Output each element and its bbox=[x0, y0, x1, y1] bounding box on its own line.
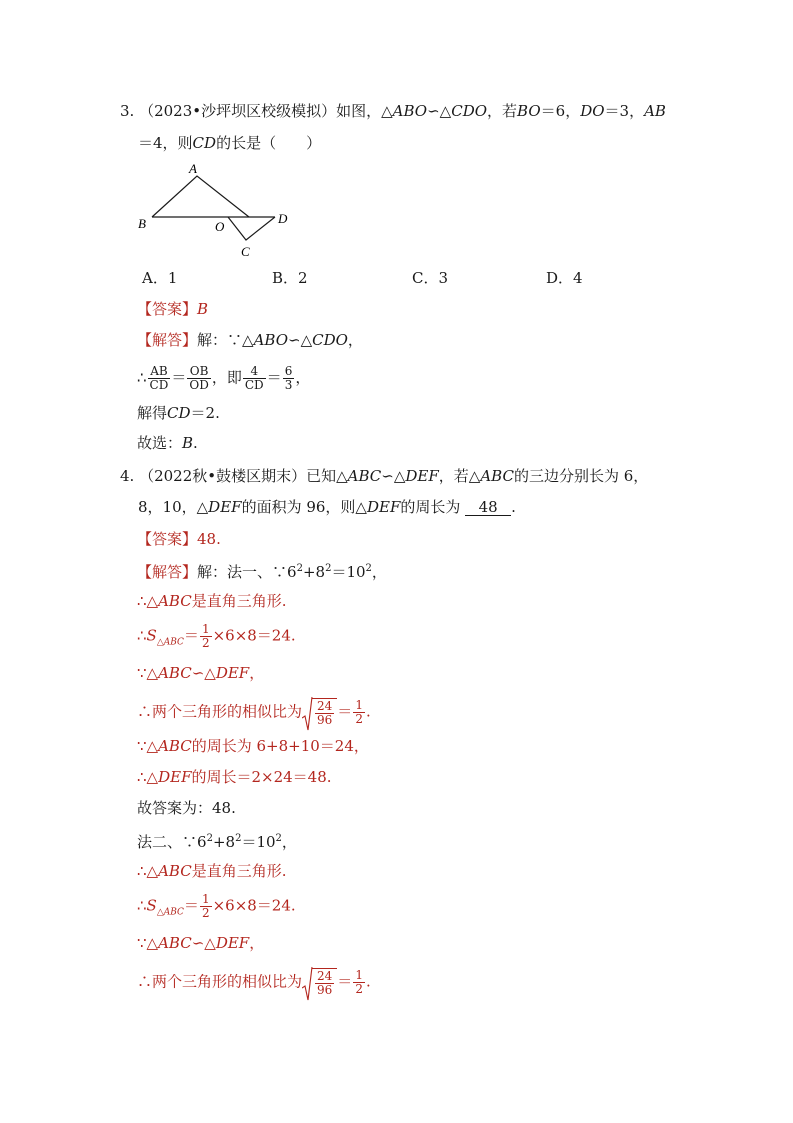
fraction-half bbox=[200, 893, 212, 920]
q3-analysis-cd: CD bbox=[167, 404, 191, 422]
fraction-half bbox=[353, 969, 365, 996]
fraction-4-cd bbox=[243, 365, 266, 392]
q4-stem-text: ∽△ bbox=[381, 467, 406, 485]
exponent: 2 bbox=[365, 563, 372, 574]
sqrt-inner bbox=[312, 968, 337, 997]
fraction-num: 1 bbox=[355, 968, 363, 982]
q3-option-b: B．2 bbox=[272, 269, 308, 287]
q3-analysis-line3 bbox=[137, 403, 220, 423]
equals-sign: ＝ bbox=[171, 368, 187, 387]
q4-stem-text: . bbox=[511, 498, 516, 516]
q4-triangle-def: DEF bbox=[208, 498, 242, 516]
q3-stem-line2 bbox=[138, 133, 321, 153]
q3-label-b: B bbox=[138, 216, 146, 231]
q4-stem-text: 已知△ bbox=[306, 467, 348, 485]
q3-triangle-cdo-lines bbox=[228, 217, 275, 240]
q3-do: DO bbox=[580, 102, 605, 120]
q3-analysis-abo: ABO bbox=[253, 331, 288, 349]
q4-m1-area bbox=[137, 623, 296, 653]
analysis-text: . bbox=[365, 702, 371, 721]
q4-stem-text: ，若△ bbox=[438, 467, 481, 485]
fraction-den: 2 bbox=[355, 982, 363, 996]
answer-blank: 48 bbox=[465, 499, 511, 516]
triangle-abc: ABC bbox=[158, 592, 192, 610]
q4-stem-text: 的面积为 96，则△ bbox=[241, 498, 367, 516]
fraction-num: 6 bbox=[284, 364, 293, 378]
q3-option-d: D．4 bbox=[546, 269, 583, 287]
fraction-num: 24 bbox=[317, 969, 333, 983]
q4-source: （2022秋•鼓楼区期末） bbox=[139, 467, 307, 485]
q3-bo: BO bbox=[517, 102, 541, 120]
q4-stem-text: 的三边分别长为 6， bbox=[513, 467, 649, 485]
q4-m1-perimeter-abc bbox=[137, 736, 369, 756]
similar-sign: ∽△ bbox=[191, 934, 216, 952]
analysis-text: 是直角三角形. bbox=[191, 592, 287, 610]
therefore-sign: ∴ bbox=[137, 896, 147, 915]
q4-m2-similar bbox=[137, 933, 264, 953]
sqrt-inner bbox=[312, 698, 337, 727]
q4-stem-line1 bbox=[120, 466, 648, 486]
q4-answer-line bbox=[137, 529, 221, 549]
q3-analysis-tag: 【解答】 bbox=[137, 331, 198, 349]
q3-number: 3. bbox=[120, 102, 135, 120]
q4-analysis-tag: 【解答】 bbox=[137, 563, 198, 581]
q4-m2-ratio bbox=[137, 968, 371, 997]
num: ＝10 bbox=[241, 833, 276, 851]
q4-analysis-text: 解：法一、∵ bbox=[197, 563, 288, 581]
triangle-abc: ABC bbox=[158, 737, 192, 755]
q4-analysis-text: 法二、∵ bbox=[137, 833, 198, 851]
analysis-text: ∴两个三角形的相似比为 bbox=[137, 702, 303, 721]
equals-sign: ＝ bbox=[337, 702, 353, 721]
fraction-half bbox=[200, 623, 212, 650]
q3-similar-sign: ∽△ bbox=[427, 102, 452, 120]
q3-analysis-text: 解得 bbox=[137, 404, 168, 422]
fraction-num: OB bbox=[187, 365, 210, 379]
equals-sign: ＝ bbox=[183, 896, 199, 915]
q3-answer-line bbox=[137, 299, 208, 319]
analysis-text: 是直角三角形. bbox=[191, 862, 287, 880]
fraction-half bbox=[353, 699, 365, 726]
q4-analysis-line1 bbox=[137, 559, 387, 582]
q3-label-a: A bbox=[189, 161, 197, 176]
analysis-text: 的周长＝2×24＝48. bbox=[191, 768, 332, 786]
exponent: 2 bbox=[296, 563, 303, 574]
q4-stem-line2 bbox=[138, 497, 516, 517]
triangle-def: DEF bbox=[215, 664, 250, 682]
q3-label-c: C bbox=[241, 244, 250, 259]
area-subscript: △ABC bbox=[156, 907, 184, 918]
fraction-den: 2 bbox=[201, 906, 210, 920]
area-symbol: S bbox=[146, 896, 157, 915]
sqrt-24-96 bbox=[302, 698, 337, 727]
num: 6 bbox=[197, 833, 207, 851]
equals-sign: ＝ bbox=[183, 626, 199, 645]
analysis-text: ∴两个三角形的相似比为 bbox=[137, 972, 303, 991]
q3-analysis-line2 bbox=[137, 365, 310, 392]
q3-triangle-cdo: CDO bbox=[451, 102, 488, 120]
q4-triangle-def: DEF bbox=[366, 498, 401, 516]
q3-stem-text: ，若 bbox=[487, 102, 518, 120]
q4-m2-line1 bbox=[137, 829, 297, 852]
analysis-text: . bbox=[365, 972, 371, 991]
therefore-sign: ∴△ bbox=[137, 862, 159, 880]
exponent: 2 bbox=[235, 833, 242, 844]
q3-analysis-cdo: CDO bbox=[312, 331, 348, 349]
num: ＝10 bbox=[331, 563, 366, 581]
q3-figure bbox=[135, 158, 305, 263]
q3-analysis-line1 bbox=[137, 330, 363, 350]
similar-sign: ∽△ bbox=[191, 664, 216, 682]
q3-source: （2023•沙坪坝区校级模拟） bbox=[139, 102, 337, 120]
triangle-abc: ABC bbox=[158, 664, 192, 682]
q4-final-answer: 故答案为：48. bbox=[137, 799, 236, 817]
q3-analysis-text: 故选： bbox=[137, 434, 183, 452]
fraction-num: 4 bbox=[243, 365, 266, 379]
fraction-num: 1 bbox=[355, 698, 363, 712]
fraction-den: 3 bbox=[284, 378, 293, 392]
q3-label-o: O bbox=[215, 219, 225, 234]
q3-stem-text: 的长是（ ） bbox=[216, 134, 322, 152]
radical-icon bbox=[302, 696, 313, 732]
exponent: 2 bbox=[275, 833, 282, 844]
fraction-den: 96 bbox=[317, 983, 333, 997]
q4-number: 4. bbox=[120, 467, 135, 485]
q3-triangle-abo: ABO bbox=[392, 102, 428, 120]
q4-m1-right-triangle bbox=[137, 591, 287, 611]
q3-triangle-abo-lines bbox=[152, 176, 249, 217]
q4-triangle-def: DEF bbox=[405, 467, 439, 485]
fraction-24-96 bbox=[315, 970, 334, 997]
fraction-num: 1 bbox=[201, 892, 210, 906]
q3-choice: B bbox=[182, 434, 194, 452]
q3-cd: CD bbox=[192, 134, 217, 152]
analysis-text: ×6×8＝24. bbox=[212, 896, 296, 915]
therefore-sign: ∴△ bbox=[137, 592, 159, 610]
because-sign: ∵△ bbox=[137, 934, 159, 952]
q3-stem-text: 如图，△ bbox=[336, 102, 393, 120]
q3-answer-tag: 【答案】 bbox=[137, 300, 198, 318]
q4-stem-text: 的周长为 bbox=[400, 498, 461, 516]
q4-m2-area bbox=[137, 893, 296, 923]
q4-answer-tag: 【答案】 bbox=[137, 530, 198, 548]
q4-analysis-text: ， bbox=[281, 833, 297, 851]
num: +8 bbox=[212, 833, 236, 851]
fraction-den: 96 bbox=[317, 713, 333, 727]
sqrt-24-96 bbox=[302, 968, 337, 997]
q4-analysis-text: ， bbox=[371, 563, 387, 581]
q3-option-a: A．1 bbox=[142, 269, 178, 287]
therefore-sign: ∴ bbox=[137, 626, 147, 645]
q3-analysis-text: ＝2. bbox=[190, 404, 220, 422]
fraction-ab-cd bbox=[148, 365, 171, 392]
equals-sign: ＝ bbox=[337, 972, 353, 991]
fraction-24-96 bbox=[315, 700, 334, 727]
q3-answer: B bbox=[197, 300, 209, 318]
analysis-text: 的周长为 6+8+10＝24， bbox=[191, 737, 369, 755]
q3-analysis-line4 bbox=[137, 433, 198, 453]
triangle-abc: ABC bbox=[158, 862, 192, 880]
fraction-den: 2 bbox=[355, 712, 363, 726]
exponent: 2 bbox=[206, 833, 213, 844]
fraction-den: 2 bbox=[201, 636, 210, 650]
radical-icon bbox=[302, 966, 313, 1002]
analysis-text: ×6×8＝24. bbox=[212, 626, 296, 645]
triangle-abc: ABC bbox=[158, 934, 192, 952]
q3-ab: AB bbox=[644, 102, 666, 120]
q3-stem-text: ＝4，则 bbox=[138, 134, 193, 152]
area-symbol: S bbox=[146, 626, 157, 645]
q3-stem-text: ＝3， bbox=[604, 102, 645, 120]
fraction-num: AB bbox=[148, 365, 171, 379]
fraction-num: 1 bbox=[201, 622, 210, 636]
fraction-den: CD bbox=[244, 378, 264, 392]
fraction-6-3 bbox=[283, 365, 295, 392]
therefore-sign: ∴ bbox=[137, 368, 147, 387]
q4-answer: 48. bbox=[197, 530, 221, 548]
analysis-text: ， bbox=[249, 664, 265, 682]
q3-analysis-text: ，即 bbox=[211, 368, 242, 387]
q3-analysis-text: 解：∵△ bbox=[197, 331, 254, 349]
q4-m2-right-triangle bbox=[137, 861, 287, 881]
q4-triangle-abc: ABC bbox=[480, 467, 514, 485]
num: 6 bbox=[287, 563, 297, 581]
fraction-ob-od bbox=[187, 365, 210, 392]
q4-stem-text: 8，10，△ bbox=[138, 498, 209, 516]
q4-m1-similar bbox=[137, 663, 264, 683]
because-sign: ∵△ bbox=[137, 664, 159, 682]
q3-label-d: D bbox=[278, 211, 288, 226]
exponent: 2 bbox=[325, 563, 332, 574]
triangle-def: DEF bbox=[215, 934, 250, 952]
q4-m1-ratio bbox=[137, 698, 371, 727]
equals-sign: ＝ bbox=[266, 368, 282, 387]
q3-analysis-text: ， bbox=[295, 368, 311, 387]
triangle-def: DEF bbox=[158, 768, 192, 786]
q4-m1-perimeter-def bbox=[137, 767, 332, 787]
q3-analysis-text: ， bbox=[347, 331, 363, 349]
q3-option-c: C．3 bbox=[412, 269, 449, 287]
q3-analysis-sim: ∽△ bbox=[288, 331, 313, 349]
analysis-text: ， bbox=[249, 934, 265, 952]
q3-stem-line1 bbox=[120, 101, 666, 121]
because-sign: ∵△ bbox=[137, 737, 159, 755]
q4-triangle-abc: ABC bbox=[347, 467, 382, 485]
q3-stem-text: ＝6， bbox=[540, 102, 581, 120]
fraction-den: CD bbox=[149, 378, 169, 392]
fraction-num: 24 bbox=[317, 699, 333, 713]
fraction-den: OD bbox=[189, 378, 209, 392]
area-subscript: △ABC bbox=[156, 637, 184, 648]
therefore-sign: ∴△ bbox=[137, 768, 159, 786]
q3-analysis-text: . bbox=[193, 434, 198, 452]
num: +8 bbox=[302, 563, 326, 581]
